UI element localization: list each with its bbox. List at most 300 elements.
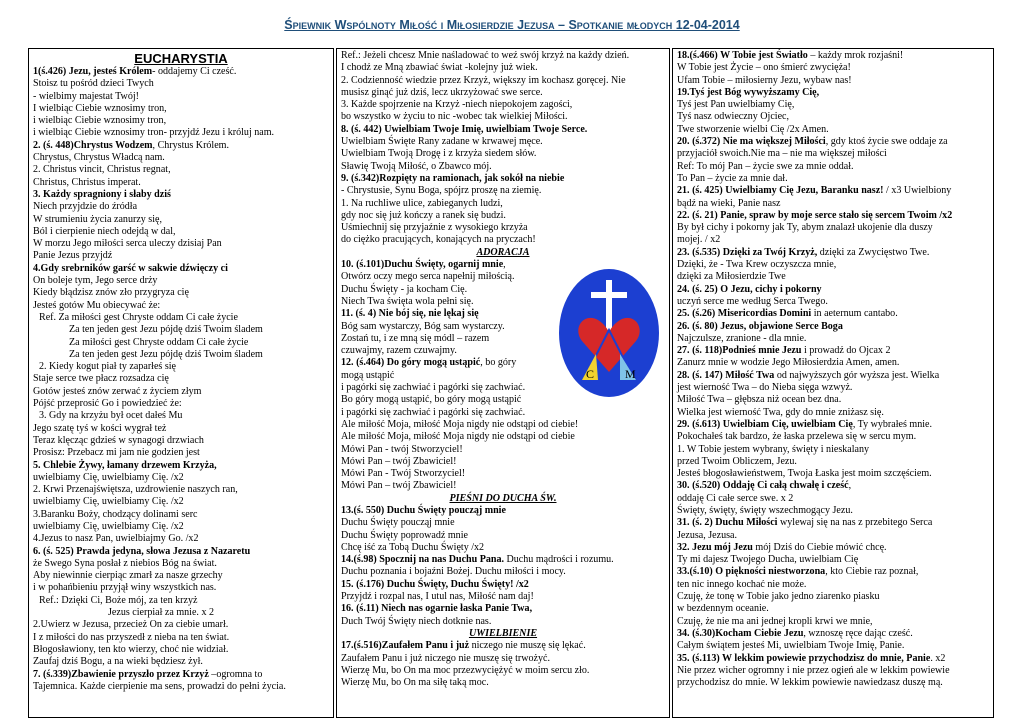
lyric-text: Zanurz mnie w wodzie Jego Miłosierdzia Amen, amen. [677,357,900,369]
song-title: 34. (ś.30)Kocham Ciebie Jezu [677,627,804,639]
lyric-text: Ale miłość Moja, miłość Moja nigdy nie odstąpi od ciebie [341,431,575,443]
lyric-text: in aeternum cantabo. [811,308,898,320]
lyric-line [33,656,329,668]
song-title: 25. (ś.26) Misericordias Domini [677,308,812,320]
lyric-text: i pagórki się zachwiać i pagórki się zachwiać. [341,382,526,394]
lyric-line [33,337,329,349]
lyric-line [677,505,989,517]
lyric-line [677,148,989,160]
lyric-text: uwielbiamy Cię, uwielbiamy Cię. /x2 [33,471,184,483]
song-title: 16. (ś.11) Niech nas ogarnie łaska Panie Twa, [341,603,533,615]
lyric-text: od najwyższych gór wyższa jest. Wielka [774,369,940,381]
song-title-line [341,640,665,652]
lyric-text: By był cichy i pokorny jak Ty, abym znalazł ukojenie dla duszy [677,222,933,234]
song-title-line [33,460,329,472]
lyric-text: 2. Codzienność wiedzie przez Krzyż, większy im kochasz goręcej. Nie [341,74,626,86]
lyric-line [677,468,989,480]
song-title: 31. (ś. 2) Duchu Miłości [677,517,778,529]
lyric-line [341,653,665,665]
lyric-text: Najczulsze, zranione - dla mnie. [677,332,807,344]
lyric-text: On boleje tym, Jego serce drży [33,275,158,287]
lyric-line [33,287,329,299]
lyric-line [33,103,329,115]
lyric-line [677,198,989,210]
song-title-line [677,284,989,296]
lyric-text: oddaję Ci całe serce swe. x 2 [677,492,794,504]
lyric-text: i wielbiąc Ciebie wznosimy tron- przyjdź Jezu i króluj nam. [33,127,275,139]
lyric-text: 2.Uwierz w Jezusa, przecież On za ciebie umarł. [33,619,229,631]
section-heading: ADORACJA [476,246,530,258]
lyric-text: Stoisz tu pośród dzieci Twych [33,78,154,90]
page-title: Śpiewnik Wspólnoty Miłość i Miłosierdzie Jezusa – Spotkanie młodych 12-04-2014 [284,18,740,32]
song-title: 8. (ś. 442) Uwielbiam Twoje Imię, uwielbiam Twoje Serce. [341,123,588,135]
lyric-text: , [503,259,506,271]
song-title: 2. (ś. 448)Chrystus Wodzem [33,139,153,151]
lyric-text: Teraz klęcząc gdzieś w synagogi drzwiach [33,434,204,446]
lyric-line [677,456,989,468]
lyric-line [677,382,989,394]
lyric-text: Całym świątem jesteś Mi, uwielbiam Twoje Imię, Panie. [677,640,905,652]
logo-cross-horizontal [591,292,627,298]
lyric-text: Sławię Twoją Miłość, o Zbawco mój. [341,160,492,172]
lyric-line [33,201,329,213]
lyric-text: niczego nie muszę się lękać. [469,640,586,652]
lyric-text: Nie przez wicher ogromny i nie przez ogień ale w lekkim powiewie [677,664,950,676]
lyric-line [341,198,665,210]
song-title-line [341,554,665,566]
song-title-line [33,66,329,78]
lyric-line [341,148,665,160]
lyric-line [33,533,329,545]
lyric-text: Jezus cierpiał za mnie. x 2 [108,607,215,619]
lyric-text: czuwajmy, razem czuwajmy. [341,345,457,357]
song-title: 10. (ś.101)Duchu Święty, ogarnij mnie [341,259,504,271]
section-heading: UWIELBIENIE [468,627,538,639]
lyric-line [33,373,329,385]
lyric-line [341,468,665,480]
song-title-line [677,50,989,62]
lyric-text: W strumieniu życia zanurzy się, [33,213,162,225]
lyric-line [33,509,329,521]
lyric-line [677,99,989,111]
lyric-text: Miłość Twa – głębsza niż ocean bez dna. [677,394,842,406]
lyric-line [33,312,329,324]
song-title-line [33,140,329,152]
song-title-line [33,669,329,681]
lyric-text: Za ten jeden gest Jezu pójdę dziś Twoim śladem [69,348,263,360]
lyric-text: 1. W Tobie jestem wybrany, święty i nieskalany [677,443,870,455]
lyric-text: Mówi Pan – twój Zbawiciel! [341,480,457,492]
lyric-line [677,161,989,173]
lyric-text: Uwielbiam Twoją Drogę i z krzyża siedem słów. [341,148,537,160]
song-title: 12. (ś.464) Do góry mogą ustąpić [341,357,481,369]
song-title-line [341,173,665,185]
song-title: 32. Jezu mój Jezu [677,541,753,553]
lyric-line [33,115,329,127]
song-title: 5. Chlebie Żywy, łamany drzewem Krzyża, [33,459,217,471]
song-title: 23. (ś.535) Dzięki za Twój Krzyż, [677,246,818,258]
column-right [672,48,994,718]
lyric-text: Uśmiechnij się przyjaźnie z wysokiego krzyża [341,222,528,234]
lyric-text: I wielbiąc Ciebie wznosimy tron, [33,102,167,114]
lyric-text: Ufam Tobie – miłosierny Jezu, wybaw nas! [677,74,852,86]
lyric-text: Duchu Święty poucząj mnie [341,517,455,529]
lyric-text: I chodź ze Mną zbawiać świat -kolejny już wiek. [341,62,538,74]
lyric-text: Twe stworzenie wielbi Cię /2x Amen. [677,123,829,135]
song-title-line [677,628,989,640]
lyric-line [341,616,665,628]
lyric-line [341,480,665,492]
lyric-line [341,161,665,173]
lyric-line [341,87,665,99]
lyric-text: Wielka jest wierność Twa, gdy do mnie zniżasz się. [677,406,884,418]
lyric-text: i prowadź do Ojcax 2 [801,345,891,357]
lyric-text: . x2 [930,652,946,664]
lyric-text: Otwórz oczy mego serca napełnij miłością. [341,271,515,283]
lyric-text: do ciężko pracujących, konających na pryczach! [341,234,536,246]
lyric-text: uwielbiamy Cię, uwielbiamy Cię. /x2 [33,520,184,532]
song-title-line [677,419,989,431]
lyric-line [341,431,665,443]
lyric-line [341,185,665,197]
lyric-text: w bezdennym oceanie. [677,603,769,615]
lyric-line [341,566,665,578]
lyric-text: bo wszystko w życiu to nic -wobec tak wielkiej Miłości. [341,111,568,123]
lyric-line [677,554,989,566]
lyric-line [33,570,329,582]
lyric-text: Za ten jeden gest Jezu pójdę dziś Twoim śladem [69,324,263,336]
song-title: 6. (ś. 525) Prawda jedyna, słowa Jezusa z Nazaretu [33,545,251,557]
lyric-text: Ból i cierpienie niech odejdą w dal, [33,225,176,237]
lyric-text: W Tobie jest Życie – ono śmierć zwycięża! [677,62,851,74]
lyric-line [33,275,329,287]
lyric-text: Mówi Pan - Twój Stworzyciel! [341,468,466,480]
lyric-line [677,579,989,591]
lyric-text: 2. Krwi Przenajświętsza, uzdrowienie naszych ran, [33,484,238,496]
song-title-line [677,480,989,492]
song-title-line [33,546,329,558]
lyric-text: - oddajemy Ci cześć. [152,66,237,77]
lyric-text: Duchu poznania i bojaźni Bożej. Duchu miłości i mocy. [341,566,566,578]
lyric-line [341,50,665,62]
lyric-line [677,271,989,283]
lyric-text: Ref.: Jeżeli chcesz Mnie naśladować to weź swój krzyż na każdy dzień. [341,50,630,61]
lyric-text: 4.Jezus to nasz Pan, uwielbiajmy Go. /x2 [33,533,199,545]
lyric-line [33,521,329,533]
lyric-text: Ref: To mój Pan – życie swe za mnie oddał. [677,160,854,172]
song-title-line [677,566,989,578]
lyric-line [33,300,329,312]
lyric-text: Święty, święty, święty wszechmogący Jezu. [677,504,853,516]
lyric-text: Jesteś błogosławieństwem, Twoja Łaska jest moim szczęściem. [677,468,932,480]
song-title: 19.Tyś jest Bóg wywyższamy Cię, [677,86,820,98]
lyric-line [341,517,665,529]
lyric-text: Błogosławiony, ten kto wierzy, choć nie widział. [33,643,229,655]
lyric-text: i w pohańbieniu przyjął winy wszystkich nas. [33,582,217,594]
lyric-line [341,222,665,234]
song-title-line [677,653,989,665]
lyric-text: I z miłości do nas przyszedł z nieba na ten świat. [33,631,230,643]
lyric-line [677,62,989,74]
lyric-line [33,410,329,422]
lyric-line [341,456,665,468]
lyric-line [677,603,989,615]
song-title-line [33,263,329,275]
lyric-text: bądź na wieki, Panie nasz [677,197,781,209]
logo-letter-c: C [586,367,595,381]
lyric-line [677,222,989,234]
lyric-line [341,234,665,246]
lyric-text: Panie Jezus przyjdź [33,250,113,262]
lyric-text: Prosisz: Przebacz mi jam nie godzien jest [33,447,200,459]
lyric-text: 3. Każde spojrzenie na Krzyż -niech niepokojem zagości, [341,99,573,111]
lyric-text: , wznoszę ręce dając cześć. [803,627,913,639]
lyric-line [341,62,665,74]
lyric-text: Duchu mądrości i rozumu. [504,554,614,566]
lyric-text: Dzięki, że - Twa Krew oczyszcza mnie, [677,259,837,271]
song-title-line [677,542,989,554]
song-title: 26. (ś. 80) Jezus, objawione Serce Boga [677,320,843,332]
song-title-line [677,321,989,333]
song-title: 21. (ś. 425) Uwielbiamy Cię Jezu, Baranku nasz! [677,185,884,197]
lyric-line [677,444,989,456]
lyric-text: mogą ustąpić [341,369,395,381]
lyric-text: , gdy ktoś życie swe oddaje za [825,136,948,148]
song-title-line [677,210,989,222]
lyric-text: Bóg sam wystarczy, Bóg sam wystarczy. [341,320,505,332]
lyric-line [677,431,989,443]
community-logo-icon [558,268,660,398]
lyric-text: - Chrystusie, Synu Boga, spójrz proszę na ziemię. [341,185,542,197]
lyric-text: –ogromna to [208,668,263,680]
lyric-text: Ref. Za miłości gest Chryste oddam Ci całe życie [39,311,238,323]
lyric-text: Zaufałem Panu i już niczego nie muszę się trwożyć. [341,652,550,664]
lyric-text: Ale miłość Moja, miłość Moja nigdy nie odstąpi od ciebie! [341,418,579,430]
lyric-line [677,677,989,689]
lyric-line [33,386,329,398]
lyric-text: , Chrystus Królem. [152,139,230,151]
lyric-text: Za miłości gest Chryste oddam Ci całe życie [69,336,249,348]
lyric-text: Pokochałeś tak bardzo, że łaska przelewa się w sercu mym. [677,431,917,443]
lyric-line [33,435,329,447]
song-title: 35. (ś.113) W lekkim powiewie przychodzisz do mnie, Panie [677,652,931,664]
song-title-line [677,370,989,382]
song-title: 24. (ś. 25) O Jezu, cichy i pokorny [677,283,822,295]
lyric-line [341,75,665,87]
song-title-line [677,185,989,197]
lyric-line [677,530,989,542]
lyric-line [341,111,665,123]
lyric-text: Duch Twój Święty niech dotknie nas. [341,615,492,627]
lyric-line [33,644,329,656]
lyric-line [33,619,329,631]
lyric-text: Wierzę Mu, bo On ma moc przezwyciężyć w moim sercu zło. [341,664,590,676]
song-title: 20. (ś.372) Nie ma większej Miłości [677,136,826,148]
lyric-line [33,681,329,693]
lyric-text: 3.Baranku Boży, chodzący dolinami serc [33,508,198,520]
lyric-line [341,591,665,603]
lyric-text: – każdy mrok rozjaśni! [807,50,904,61]
lyric-line [677,394,989,406]
lyric-text: Ref.: Dzięki Ci, Boże mój, za ten krzyż [39,594,198,606]
lyric-line [33,91,329,103]
lyric-text: dzięki za Zwycięstwo Twe. [817,246,930,258]
lyric-text: Tyś jest Pan uwielbiamy Cię, [677,99,795,111]
lyric-line [33,226,329,238]
song-lines [677,50,989,689]
song-title-line [341,505,665,517]
lyric-text: przyjaciół swoich.Nie ma – nie ma większej miłości [677,148,887,160]
lyric-line [33,595,329,607]
lyric-line [341,677,665,689]
lyric-line [677,333,989,345]
song-title-line [677,136,989,148]
lyric-line [677,407,989,419]
lyric-line [33,127,329,139]
song-title: 30. (ś.520) Oddaję Ci całą chwałę i cześć [677,480,849,492]
lyric-text: Aby niewinnie cierpiąc zmarł za nasze grzechy [33,570,223,582]
lyric-line [33,152,329,164]
lyric-text: Mówi Pan – twój Zbawiciel! [341,455,457,467]
song-title-line [33,189,329,201]
lyric-text: Christus, Christus imperat. [33,176,141,188]
lyric-line [33,632,329,644]
lyric-text: 3. Gdy na krzyżu był ocet dałeś Mu [39,410,183,422]
column-eucharystia [28,48,334,718]
lyric-text: i wielbiąc Ciebie wznosimy tron, [33,115,167,127]
lyric-text: Jezusa, Jezusa. [677,529,737,541]
lyric-text: , kto Ciebie raz poznał, [825,566,919,578]
song-title-line [341,603,665,615]
lyric-line [677,357,989,369]
lyric-line [33,423,329,435]
lyric-line [341,444,665,456]
lyric-line [341,419,665,431]
lyric-line [33,484,329,496]
lyric-text: , Ty wybrałeś mnie. [852,418,933,430]
lyric-text: 2. Christus vincit, Christus regnat, [33,164,171,176]
song-title: 18.(ś.466) W Tobie jest Światło [677,50,808,61]
lyric-text: Uwielbiam Święte Rany zadane w krwawej męce. [341,136,543,148]
lyric-line [677,173,989,185]
lyric-text: Zaufaj dziś Bogu, a na wieki będziesz żył. [33,656,203,668]
lyric-text: jest wierność Twa – do Nieba sięga wzwyż. [677,382,853,394]
logo-letter-m: M [625,367,636,381]
lyric-text: To Pan – życie za mnie dał. [677,172,788,184]
song-title-line [677,87,989,99]
lyric-line [677,111,989,123]
lyric-text: Jesteś gotów Mu obiecywać że: [33,299,161,311]
lyric-line [677,259,989,271]
lyric-text: że Swego Syna posłał z niebios Bóg na świat. [33,557,217,569]
lyric-line [677,124,989,136]
lyric-text: Kiedy błądzisz znów zło przygryza cię [33,287,189,299]
lyric-text: Duchu Święty poprowadź mnie [341,529,468,541]
song-title: 17.(ś.516)Zaufałem Panu i już [341,640,470,652]
lyric-text: , [848,480,852,492]
lyric-text: gdy noc się już kończy a ranek się budzi. [341,209,506,221]
lyric-line [341,665,665,677]
section-heading: PIEŚNI DO DUCHA ŚW. [449,492,557,504]
song-title-line [677,247,989,259]
lyric-text: dzięki za Miłosierdzie Twe [677,271,786,283]
lyric-line [341,99,665,111]
lyric-line [341,136,665,148]
lyric-text: Czuję, że nie ma ani jednej kropli krwi we mnie, [677,615,873,627]
lyric-text: Wierzę Mu, bo On ma siłę taką moc. [341,677,489,689]
lyric-text: Pójść przeprosić Go i powiedzieć że: [33,398,182,410]
lyric-text: uczyń serce me według Serca Twego. [677,295,828,307]
lyric-line [33,398,329,410]
lyric-line [677,296,989,308]
lyric-line [677,665,989,677]
lyric-text: Chrystus, Chrystus Władcą nam. [33,152,165,164]
lyric-line [677,640,989,652]
song-title-line [677,308,989,320]
lyric-line [677,493,989,505]
lyric-line [33,607,329,619]
lyric-text: wylewaj się na nas z przebitego Serca [777,517,933,529]
lyric-line [33,164,329,176]
song-title: 4.Gdy srebrników garść w sakwie dźwięczy ci [33,262,228,274]
song-title: 1(ś.426) Jezu, jesteś Królem [33,66,153,77]
lyric-line [341,542,665,554]
lyric-text: Chcę iść za Tobą Duchu Święty /x2 [341,541,485,553]
lyric-text: mojej. / x2 [677,234,721,246]
lyric-text: Czuję, że tonę w Tobie jako jedno ziarenko piasku [677,591,880,603]
lyric-text: Jego szatę tyś w kości wygrał też [33,422,167,434]
song-title: 3. Każdy spragniony i słaby dziś [33,188,171,200]
lyric-text: , bo góry [480,357,517,369]
lyric-line [33,582,329,594]
lyric-text: Zostań tu, i ze mną się módl – razem [341,332,490,344]
lyric-line [33,177,329,189]
lyric-text: Niech przyjdzie do źródła [33,201,138,213]
song-title: 28. (ś. 147) Miłość Twa [677,369,775,381]
song-title: 11. (ś. 4) Nie bój się, nie lękaj się [341,308,479,320]
lyric-text: Tyś nasz odwieczny Ojciec, [677,111,790,123]
lyric-line [33,361,329,373]
song-title-line [341,579,665,591]
lyric-text: ten nic innego kochać nie może. [677,578,807,590]
lyric-text: - wielbimy majestat Twój! [33,90,139,102]
lyric-line [33,496,329,508]
lyric-text: W morzu Jego miłości serca uleczy dzisiaj Pan [33,238,222,250]
lyric-line [33,250,329,262]
lyric-text: / x3 Uwielbiony [883,185,952,197]
lyric-text: przed Twoim Obliczem, Jezu. [677,455,797,467]
lyric-line [341,530,665,542]
lyric-text: Tajemnica. Każde cierpienie ma sens, prowadzi do pełni życia. [33,680,286,692]
lyric-text: mój Dziś do Ciebie mówić chcę. [752,541,887,553]
song-title: 14.(ś.98) Spocznij na nas Duchu Pana. [341,554,505,566]
lyric-text: Ty mi dajesz Twojego Ducha, uwielbiam Cię [677,554,859,566]
lyric-line [33,447,329,459]
lyric-text: musisz ginąć już dziś, lecz ukrzyżować swe serce. [341,86,543,98]
lyric-text: uwielbiamy Cię, uwielbiamy Cię. /x2 [33,496,184,508]
song-title-line [341,124,665,136]
song-title-line [677,517,989,529]
lyric-line [677,616,989,628]
song-title: 9. (ś.342)Rozpięty na ramionach, jak sokół na niebie [341,172,565,184]
lyric-text: Niech Twa święta wola pełni się. [341,295,474,307]
lyric-text: Mówi Pan - twój Stworzyciel! [341,443,463,455]
song-title: 29. (ś.613) Uwielbiam Cię, uwielbiam Cię [677,418,853,430]
lyric-text: Staje serce twe płacz rozsadza cię [33,373,169,385]
lyric-line [33,238,329,250]
lyric-text: 2. Kiedy kogut piał ty zaparłeś się [39,361,176,373]
lyric-text: Duchu Święty - ja kocham Cię. [341,283,468,295]
